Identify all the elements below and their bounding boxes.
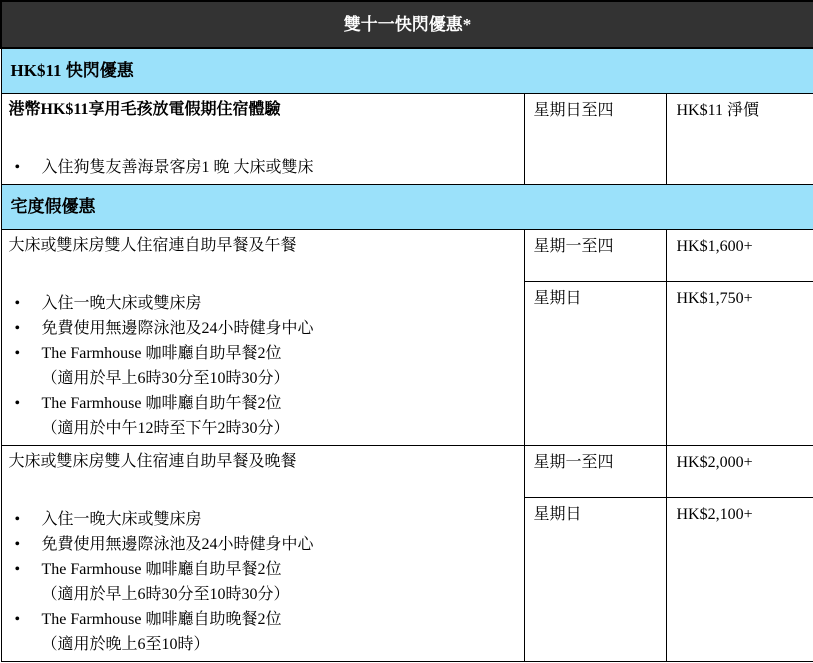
offer-bullet: • 入住一晚大床或雙床房	[9, 291, 514, 316]
offer-bullet-list	[9, 291, 514, 441]
offer-bullet: • The Farmhouse 咖啡廳自助晚餐2位	[9, 607, 514, 632]
offer-price-cell: HK$2,000+	[666, 445, 813, 497]
table-title-row	[1, 1, 813, 48]
offer-row	[1, 229, 813, 281]
section-heading-staycation: 宅度假優惠	[1, 184, 813, 229]
offer-bullet-note: （適用於晚上6至10時）	[41, 635, 210, 653]
offer-days-cell: 星期日至四	[524, 93, 666, 184]
offer-title: 港幣HK$11享用毛孩放電假期住宿體驗	[8, 100, 281, 118]
offer-bullet: • The Farmhouse 咖啡廳自助早餐2位	[9, 341, 514, 366]
offer-bullet-list	[9, 507, 514, 657]
offer-days-cell: 星期一至四	[524, 229, 666, 281]
offer-bullet-list	[9, 155, 514, 180]
offer-bullet-note: （適用於中午12時至下午2時30分）	[41, 419, 290, 437]
offer-description-cell	[1, 445, 524, 661]
offer-bullet: • 免費使用無邊際泳池及24小時健身中心	[9, 316, 514, 341]
offer-title: 大床或雙床房雙人住宿連自助早餐及晚餐	[8, 452, 297, 470]
section-heading-flash: HK$11 快閃優惠	[1, 48, 813, 93]
offer-title: 大床或雙床房雙人住宿連自助早餐及午餐	[8, 236, 297, 254]
offer-days-cell: 星期日	[524, 281, 666, 445]
section-heading-row	[1, 48, 813, 93]
offer-days-cell: 星期一至四	[524, 445, 666, 497]
offer-bullet-note: （適用於早上6時30分至10時30分）	[41, 369, 290, 387]
offer-description-cell	[1, 229, 524, 445]
offer-bullet-note: （適用於早上6時30分至10時30分）	[41, 585, 290, 603]
offer-row	[1, 445, 813, 497]
offer-bullet: • The Farmhouse 咖啡廳自助早餐2位	[9, 557, 514, 582]
offer-price-cell: HK$1,600+	[666, 229, 813, 281]
offer-row	[1, 93, 813, 184]
offer-price-cell: HK$2,100+	[666, 497, 813, 661]
offer-bullet: • 入住狗隻友善海景客房1 晚 大床或雙床	[9, 155, 514, 180]
offer-bullet: • The Farmhouse 咖啡廳自助午餐2位	[9, 391, 514, 416]
offer-bullet: • 免費使用無邊際泳池及24小時健身中心	[9, 532, 514, 557]
offer-price-cell: HK$11 淨價	[666, 93, 813, 184]
table-title: 雙十一快閃優惠*	[1, 1, 813, 48]
offer-bullet: • 入住一晚大床或雙床房	[9, 507, 514, 532]
offer-description-cell	[1, 93, 524, 184]
offer-price-cell: HK$1,750+	[666, 281, 813, 445]
section-heading-row	[1, 184, 813, 229]
offer-days-cell: 星期日	[524, 497, 666, 661]
